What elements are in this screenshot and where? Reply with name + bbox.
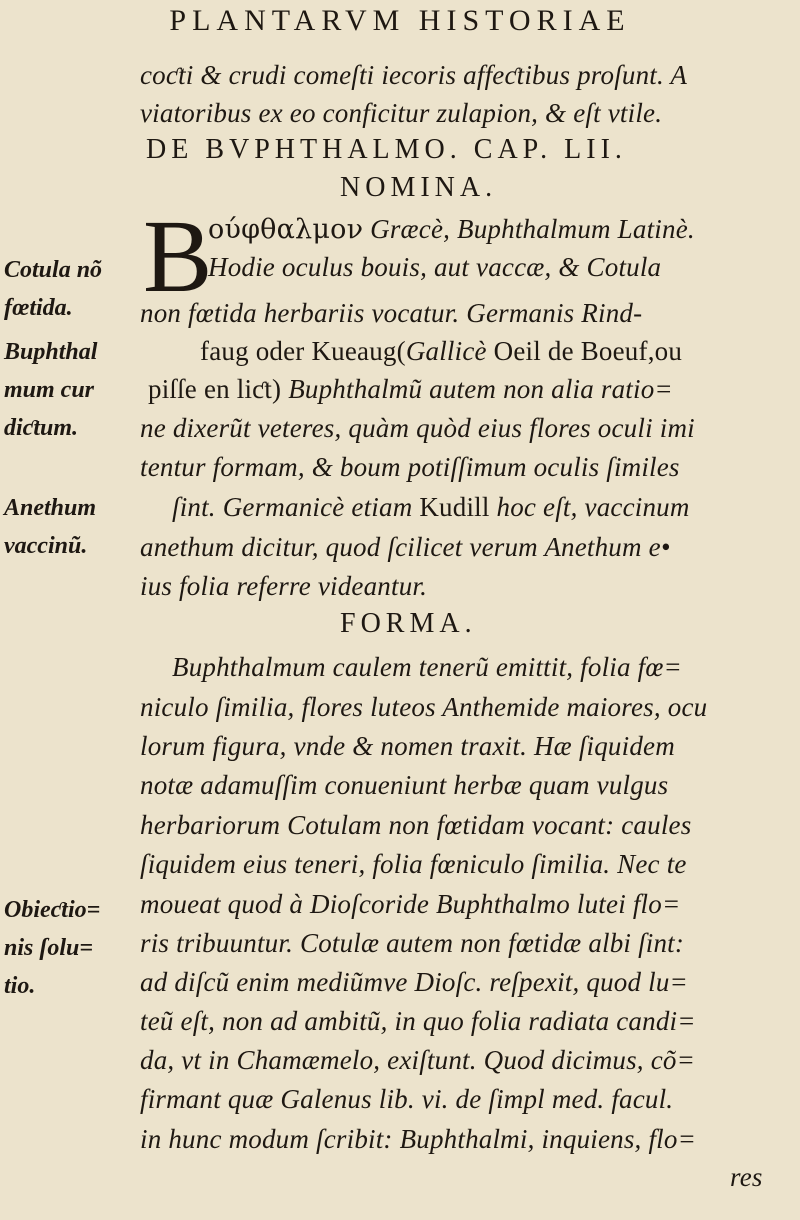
section-heading-forma: FORMA. xyxy=(340,608,477,639)
text-line: niculo ſimilia, flores luteos Anthemide maiores, ocu xyxy=(140,692,708,722)
text-line: in hunc modum ſcribit: Buphthalmi, inquiens, flo= xyxy=(140,1124,696,1154)
greek-name: ούφθαλμον xyxy=(208,214,364,245)
text-line: teũ eſt, non ad ambitũ, in quo folia radiata candi= xyxy=(140,1006,696,1036)
margin-note: Obieƈtio= xyxy=(4,897,101,923)
text-span: Kudill xyxy=(419,492,490,522)
margin-note: mum cur xyxy=(4,377,95,403)
text-line: tentur formam, & boum potiſſimum oculis ſimiles xyxy=(140,452,680,482)
text-line xyxy=(172,488,690,526)
text-line: Buphthalmum caulem tenerũ emittit, folia fœ= xyxy=(172,652,682,682)
text-line: firmant quæ Galenus lib. vi. de ſimpl med. facul. xyxy=(140,1084,674,1114)
text-line: ris tribuuntur. Cotulæ autem non fœtidæ albi ſint: xyxy=(140,928,685,958)
text-span: hoc eſt, vaccinum xyxy=(489,492,690,522)
text-span: Græcè, Buphthalmum Latinè. xyxy=(363,214,695,244)
margin-note: tio. xyxy=(4,973,36,999)
text-line xyxy=(208,210,695,249)
text-line: ad diſcũ enim mediũmve Dioſc. reſpexit, quod lu= xyxy=(140,967,688,997)
catchword: res xyxy=(730,1162,763,1192)
text-line: Hodie oculus bouis, aut vaccæ, & Cotula xyxy=(208,252,662,282)
margin-note: vaccinũ. xyxy=(4,533,88,559)
chapter-heading: DE BVPHTHALMO. CAP. LII. xyxy=(146,134,627,165)
text-line: ius folia referre videantur. xyxy=(140,571,428,601)
text-line: ſiquidem eius teneri, folia fœniculo ſimilia. Nec te xyxy=(140,849,687,879)
text-line: coƈti & crudi comeſti iecoris affeƈtibus proſunt. A xyxy=(140,60,688,90)
margin-note: Anethum xyxy=(4,495,97,521)
margin-note: diƈtum. xyxy=(4,415,79,441)
text-line: ne dixerũt veteres, quàm quòd eius flores oculi imi xyxy=(140,413,695,443)
text-line: da, vt in Chamæmelo, exiſtunt. Quod dicimus, cõ= xyxy=(140,1045,696,1075)
margin-note: fœtida. xyxy=(4,295,73,321)
margin-note: nis ſolu= xyxy=(4,935,94,961)
running-header: PLANTARVM HISTORIAE xyxy=(169,4,631,37)
text-line: lorum figura, vnde & nomen traxit. Hæ ſiquidem xyxy=(140,731,675,761)
text-span: Oeil de Boeuf,ou xyxy=(486,336,683,366)
text-line xyxy=(200,332,682,370)
text-span: Gallicè xyxy=(405,336,487,366)
text-line: moueat quod à Dioſcoride Buphthalmo lutei flo= xyxy=(140,889,681,919)
text-line: notæ adamuſſim conueniunt herbæ quam vulgus xyxy=(140,770,669,800)
margin-note: Buphthal xyxy=(4,339,98,365)
text-line: anethum dicitur, quod ſcilicet verum Anethum e• xyxy=(140,532,671,562)
text-span: ſint. Germanicè etiam xyxy=(172,492,420,522)
drop-cap: B xyxy=(143,199,213,314)
section-heading-nomina: NOMINA. xyxy=(340,172,498,203)
text-line: non fœtida herbariis vocatur. Germanis Rind- xyxy=(140,298,643,328)
text-line: herbariorum Cotulam non fœtidam vocant: caules xyxy=(140,810,692,840)
text-span: faug oder Kueaug( xyxy=(200,336,406,366)
text-span: piſſe en liƈt) xyxy=(148,374,289,404)
text-line xyxy=(148,370,673,408)
text-span: Buphthalmũ autem non alia ratio= xyxy=(288,374,673,404)
text-line: viatoribus ex eo conficitur zulapion, & eſt vtile. xyxy=(140,98,663,128)
margin-note: Cotula nõ xyxy=(4,257,103,283)
